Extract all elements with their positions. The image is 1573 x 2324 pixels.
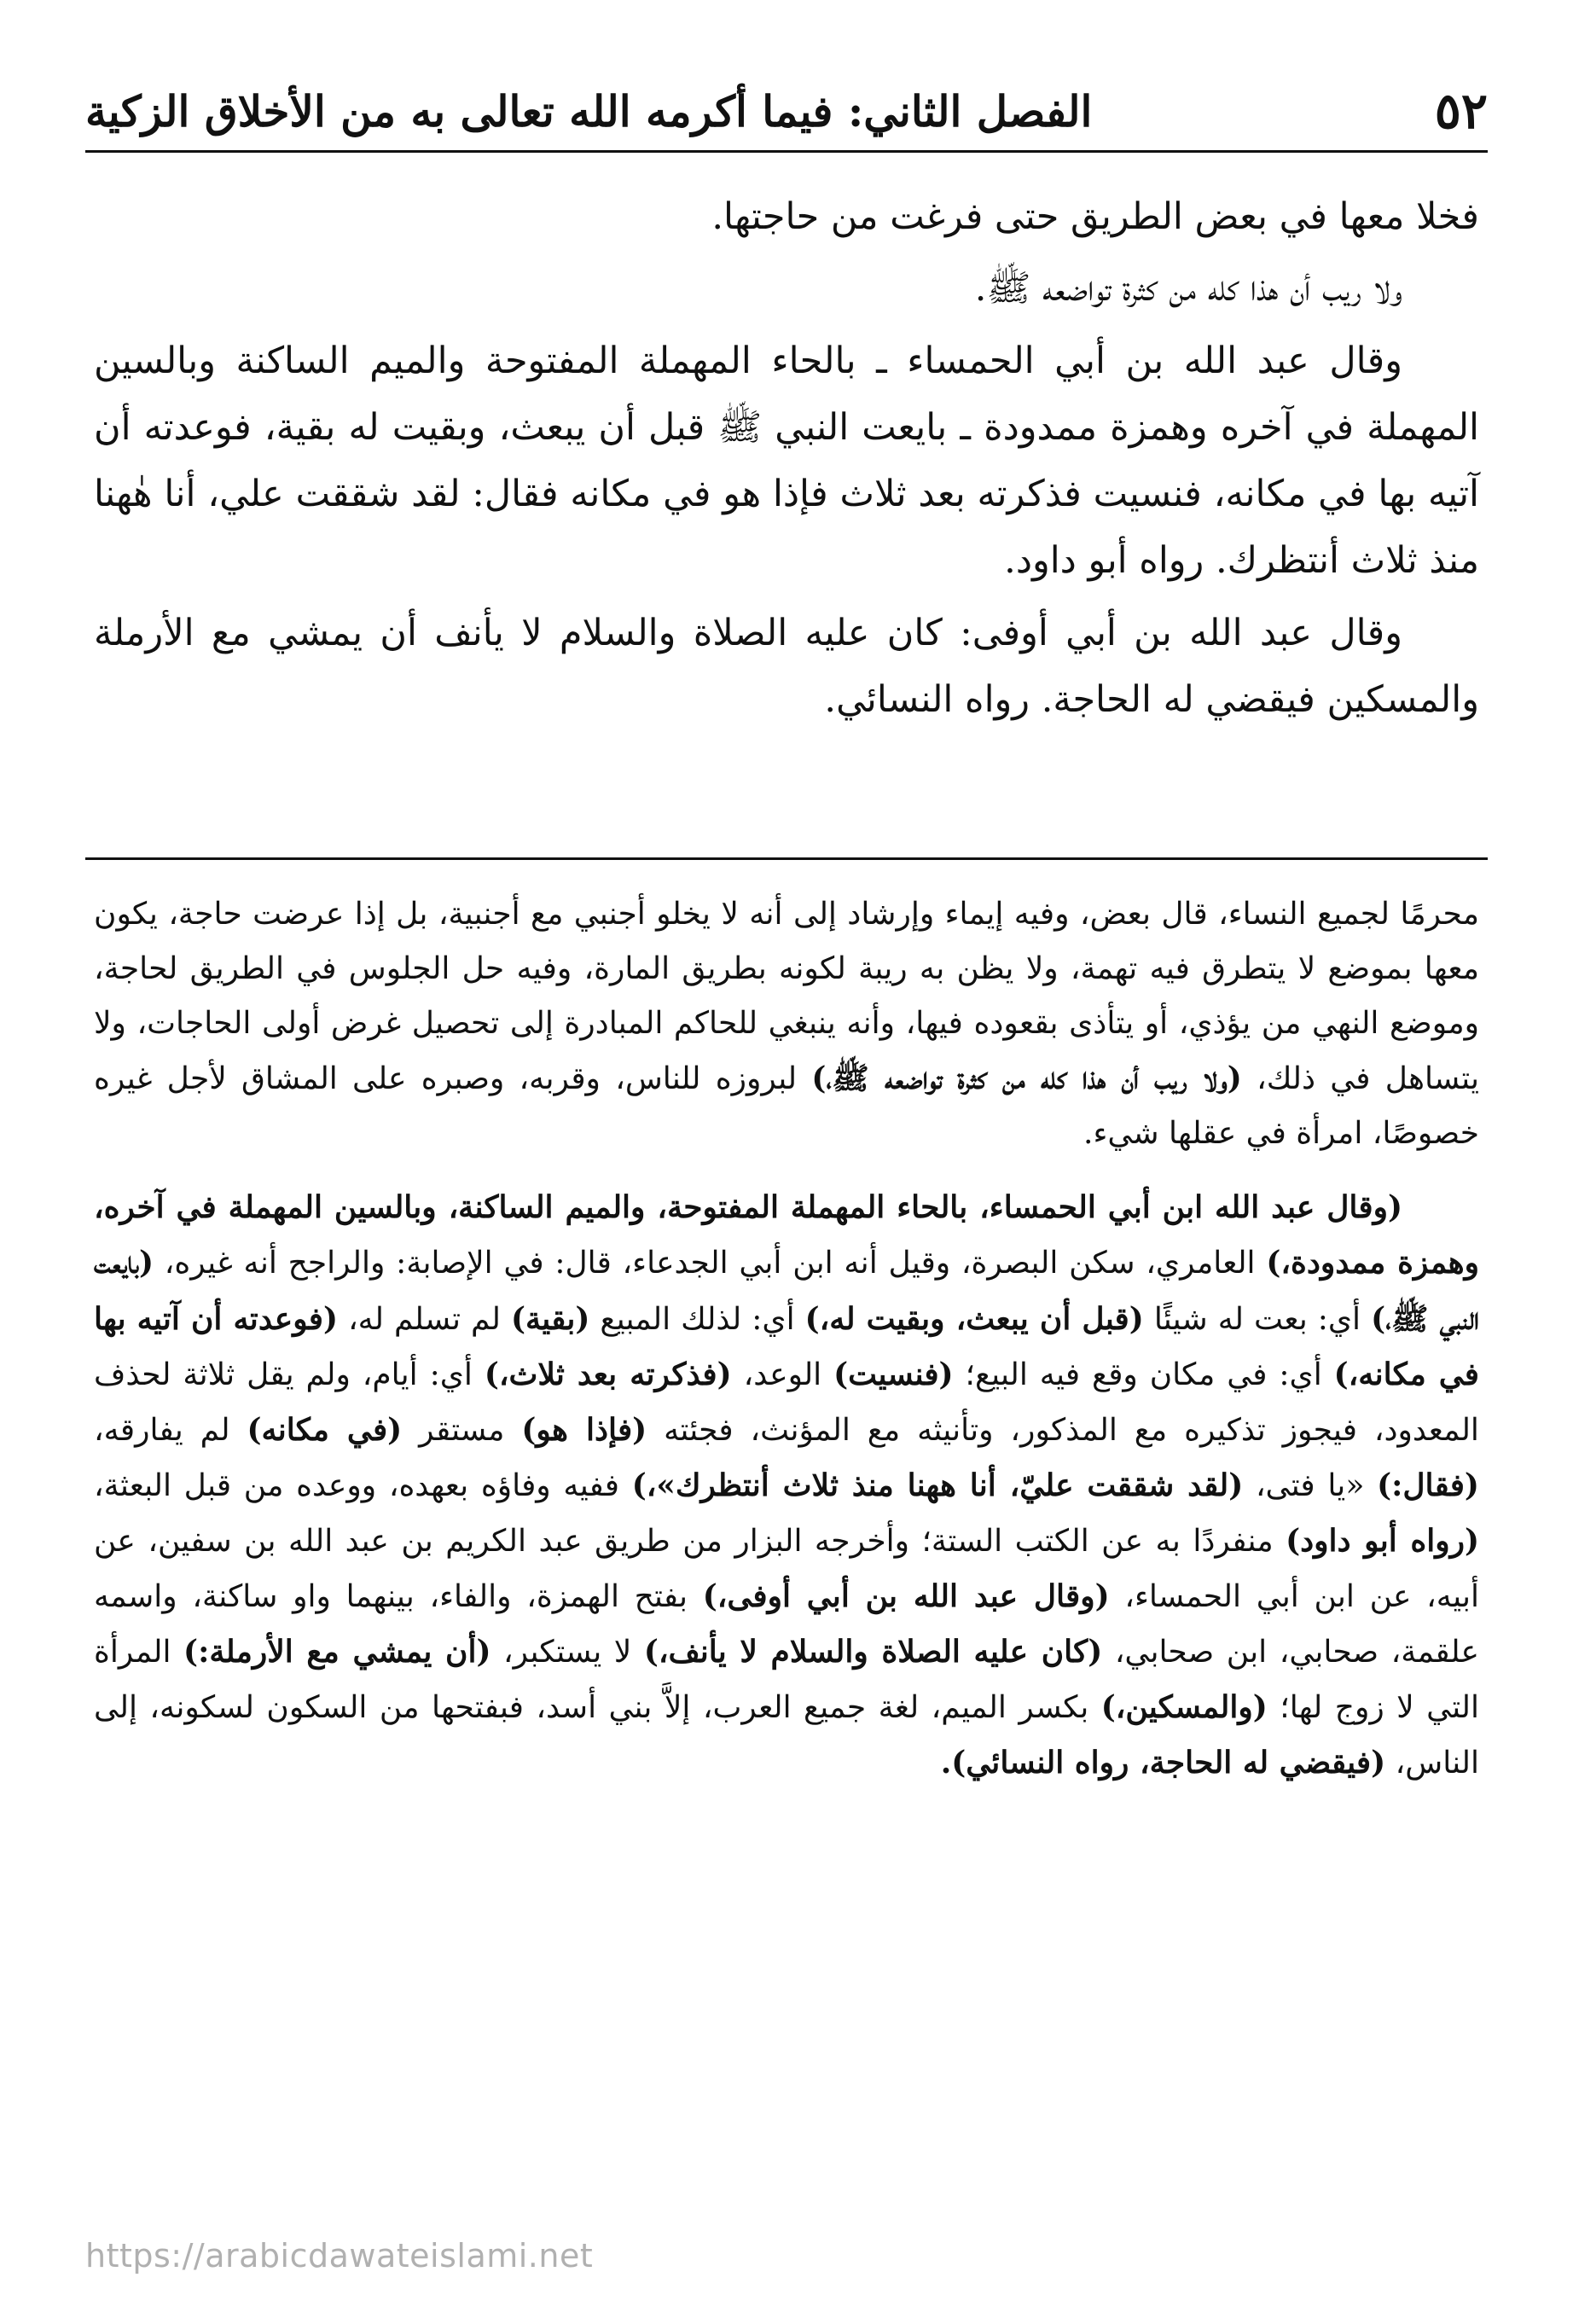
commentary-text: لم يفارقه، (94, 1412, 230, 1448)
commentary-text: أي: بعت له شيئًا (1153, 1301, 1361, 1337)
quoted-matn: (وقال عبد الله بن أبي أوفى،) (702, 1577, 1110, 1614)
quoted-matn: (فيقضي له الحاجة، رواه النسائي). (940, 1745, 1386, 1781)
footnote-divider (85, 857, 1488, 860)
commentary (94, 887, 1479, 1791)
commentary-text: لا يستكبر، (503, 1635, 632, 1670)
quoted-matn: (ولا ريب أن هذا كله من كثرة تواضعه ﷺ،) (811, 1060, 1242, 1097)
header-divider (85, 150, 1488, 153)
commentary-text: لم تسلم له، (348, 1301, 501, 1337)
commentary-text: منفردًا به عن الكتب الستة؛ وأخرجه البزار من طريق عبد الكريم بن عبد الله بن سفين، عن أبيه، عن ابن أبي الحمساء، (94, 1523, 1479, 1614)
quoted-matn: (قبل أن يبعث، وبقيت له،) (804, 1300, 1144, 1337)
quoted-matn: (فإذا هو) (521, 1411, 647, 1448)
quoted-matn: (فوعدته أن آتيه بها في مكانه،) (94, 1300, 1479, 1392)
source-watermark: https://arabicdawateislami.net (85, 2237, 594, 2275)
quoted-matn: (فقال:) (1377, 1467, 1479, 1503)
commentary-text: أي: أيام، ولم يقل ثلاثة لحذف المعدود، فيجوز تذكيره مع المذكور، وتأنيثه مع المؤنث، فجئته (94, 1357, 1479, 1448)
commentary-text: المرأة التي لا زوج لها؛ (94, 1635, 1479, 1726)
commentary-paragraph-1 (94, 887, 1479, 1161)
main-paragraph-3: وقال عبد الله بن أبي الحمساء ـ بالحاء المهملة المفتوحة والميم الساكنة وبالسين المهملة في آخره وهمزة ممدودة ـ بايعت النبي ﷺ قبل أن يبعث، وبقيت له بقية، فوعدته أن آتيه بها في مكانه، فنسيت فذكرته بعد ثلاث فإذا هو في مكانه فقال: لقد شققت علي، أنا هٰهنا منذ ثلاث أنتظرك. رواه أبو داود. (94, 339, 1479, 583)
quoted-matn: (كان عليه الصلاة والسلام لا يأنف،) (643, 1634, 1103, 1670)
quoted-matn: (فنسيت) (833, 1356, 954, 1392)
commentary-text: «يا فتى، (1255, 1467, 1365, 1503)
quoted-matn: (لقد شققت عليّ، أنا ههنا منذ ثلاث أنتظرك»،) (631, 1467, 1244, 1503)
quoted-matn: (والمسكين،) (1100, 1689, 1268, 1726)
commentary-text: أي: لذلك المبيع (600, 1301, 795, 1337)
commentary-text: الوعد، (743, 1357, 822, 1392)
running-title: الفصل الثاني: فيما أكرمه الله تعالى به من الأخلاق الزكية (85, 85, 1093, 137)
commentary-text: العامري، سكن البصرة، وقيل أنه ابن أبي الجدعاء، قال: في الإصابة: والراجح أنه غيره، (164, 1246, 1256, 1281)
quoted-matn: (بايعت النبي ﷺ،) (94, 1245, 1479, 1337)
quoted-matn: (رواه أبو داود) (1286, 1522, 1479, 1559)
main-paragraph-2: ولا ريب أن هذا كله من كثرة تواضعه ﷺ. (974, 267, 1402, 311)
page-header (85, 68, 1488, 154)
commentary-text: لبروزه للناس، وقربه، وصبره على المشاق لأجل غيره خصوصًا، امرأة في عقلها شيء. (94, 1061, 1479, 1152)
quoted-matn: (في مكانه) (247, 1411, 403, 1448)
quoted-matn: (فذكرته بعد ثلاث،) (484, 1356, 732, 1392)
commentary-paragraph-2 (94, 1180, 1479, 1791)
commentary-text: مستقر (419, 1412, 505, 1448)
quoted-matn: (أن يمشي مع الأرملة:) (183, 1634, 491, 1670)
quoted-matn: (وقال عبد الله ابن أبي الحمساء، بالحاء المهملة المفتوحة، والميم الساكنة، وبالسين المهملة في آخره، وهمزة ممدودة،) (94, 1189, 1479, 1281)
commentary-text: أي: في مكان وقع فيه البيع؛ (965, 1357, 1322, 1392)
page-number: ٥٢ (1434, 82, 1488, 140)
commentary-text: بكسر الميم، لغة جميع العرب، إلاَّ بني أسد، فبفتحها من السكون لسكونه، إلى الناس، (94, 1690, 1479, 1781)
quoted-matn: (بقية) (510, 1300, 590, 1337)
commentary-text: بفتح الهمزة، والفاء، بينهما واو ساكنة، واسمه علقمة، صحابي، ابن صحابي، (94, 1578, 1479, 1670)
commentary-text: محرمًا لجميع النساء، قال بعض، وفيه إيماء وإرشاد إلى أنه لا يخلو أجنبي مع أجنبية، بل إذا عرضت حاجة، يكون معها بموضع لا يتطرق فيه تهمة، ولا يظن به ريبة لكونه بطريق المارة، وفيه حل الجلوس في الطريق لحاجة، وموضع النهي من يؤذي، أو يتأذى بقعوده فيها، وأنه ينبغي للحاكم المبادرة إلى تحصيل غرض أولى الحاجات، ولا يتساهل في ذلك، (94, 897, 1479, 1097)
main-paragraph-1: فخلا معها في بعض الطريق حتى فرغت من حاجتها. (711, 195, 1479, 238)
commentary-text: ففيه وفاؤه بعهده، ووعده من قبل البعثة، (94, 1467, 619, 1503)
main-text (94, 183, 1479, 733)
main-paragraph-4: وقال عبد الله بن أبي أوفى: كان عليه الصلاة والسلام لا يأنف أن يمشي مع الأرملة والمسكين فيقضي له الحاجة. رواه النسائي. (94, 611, 1479, 721)
